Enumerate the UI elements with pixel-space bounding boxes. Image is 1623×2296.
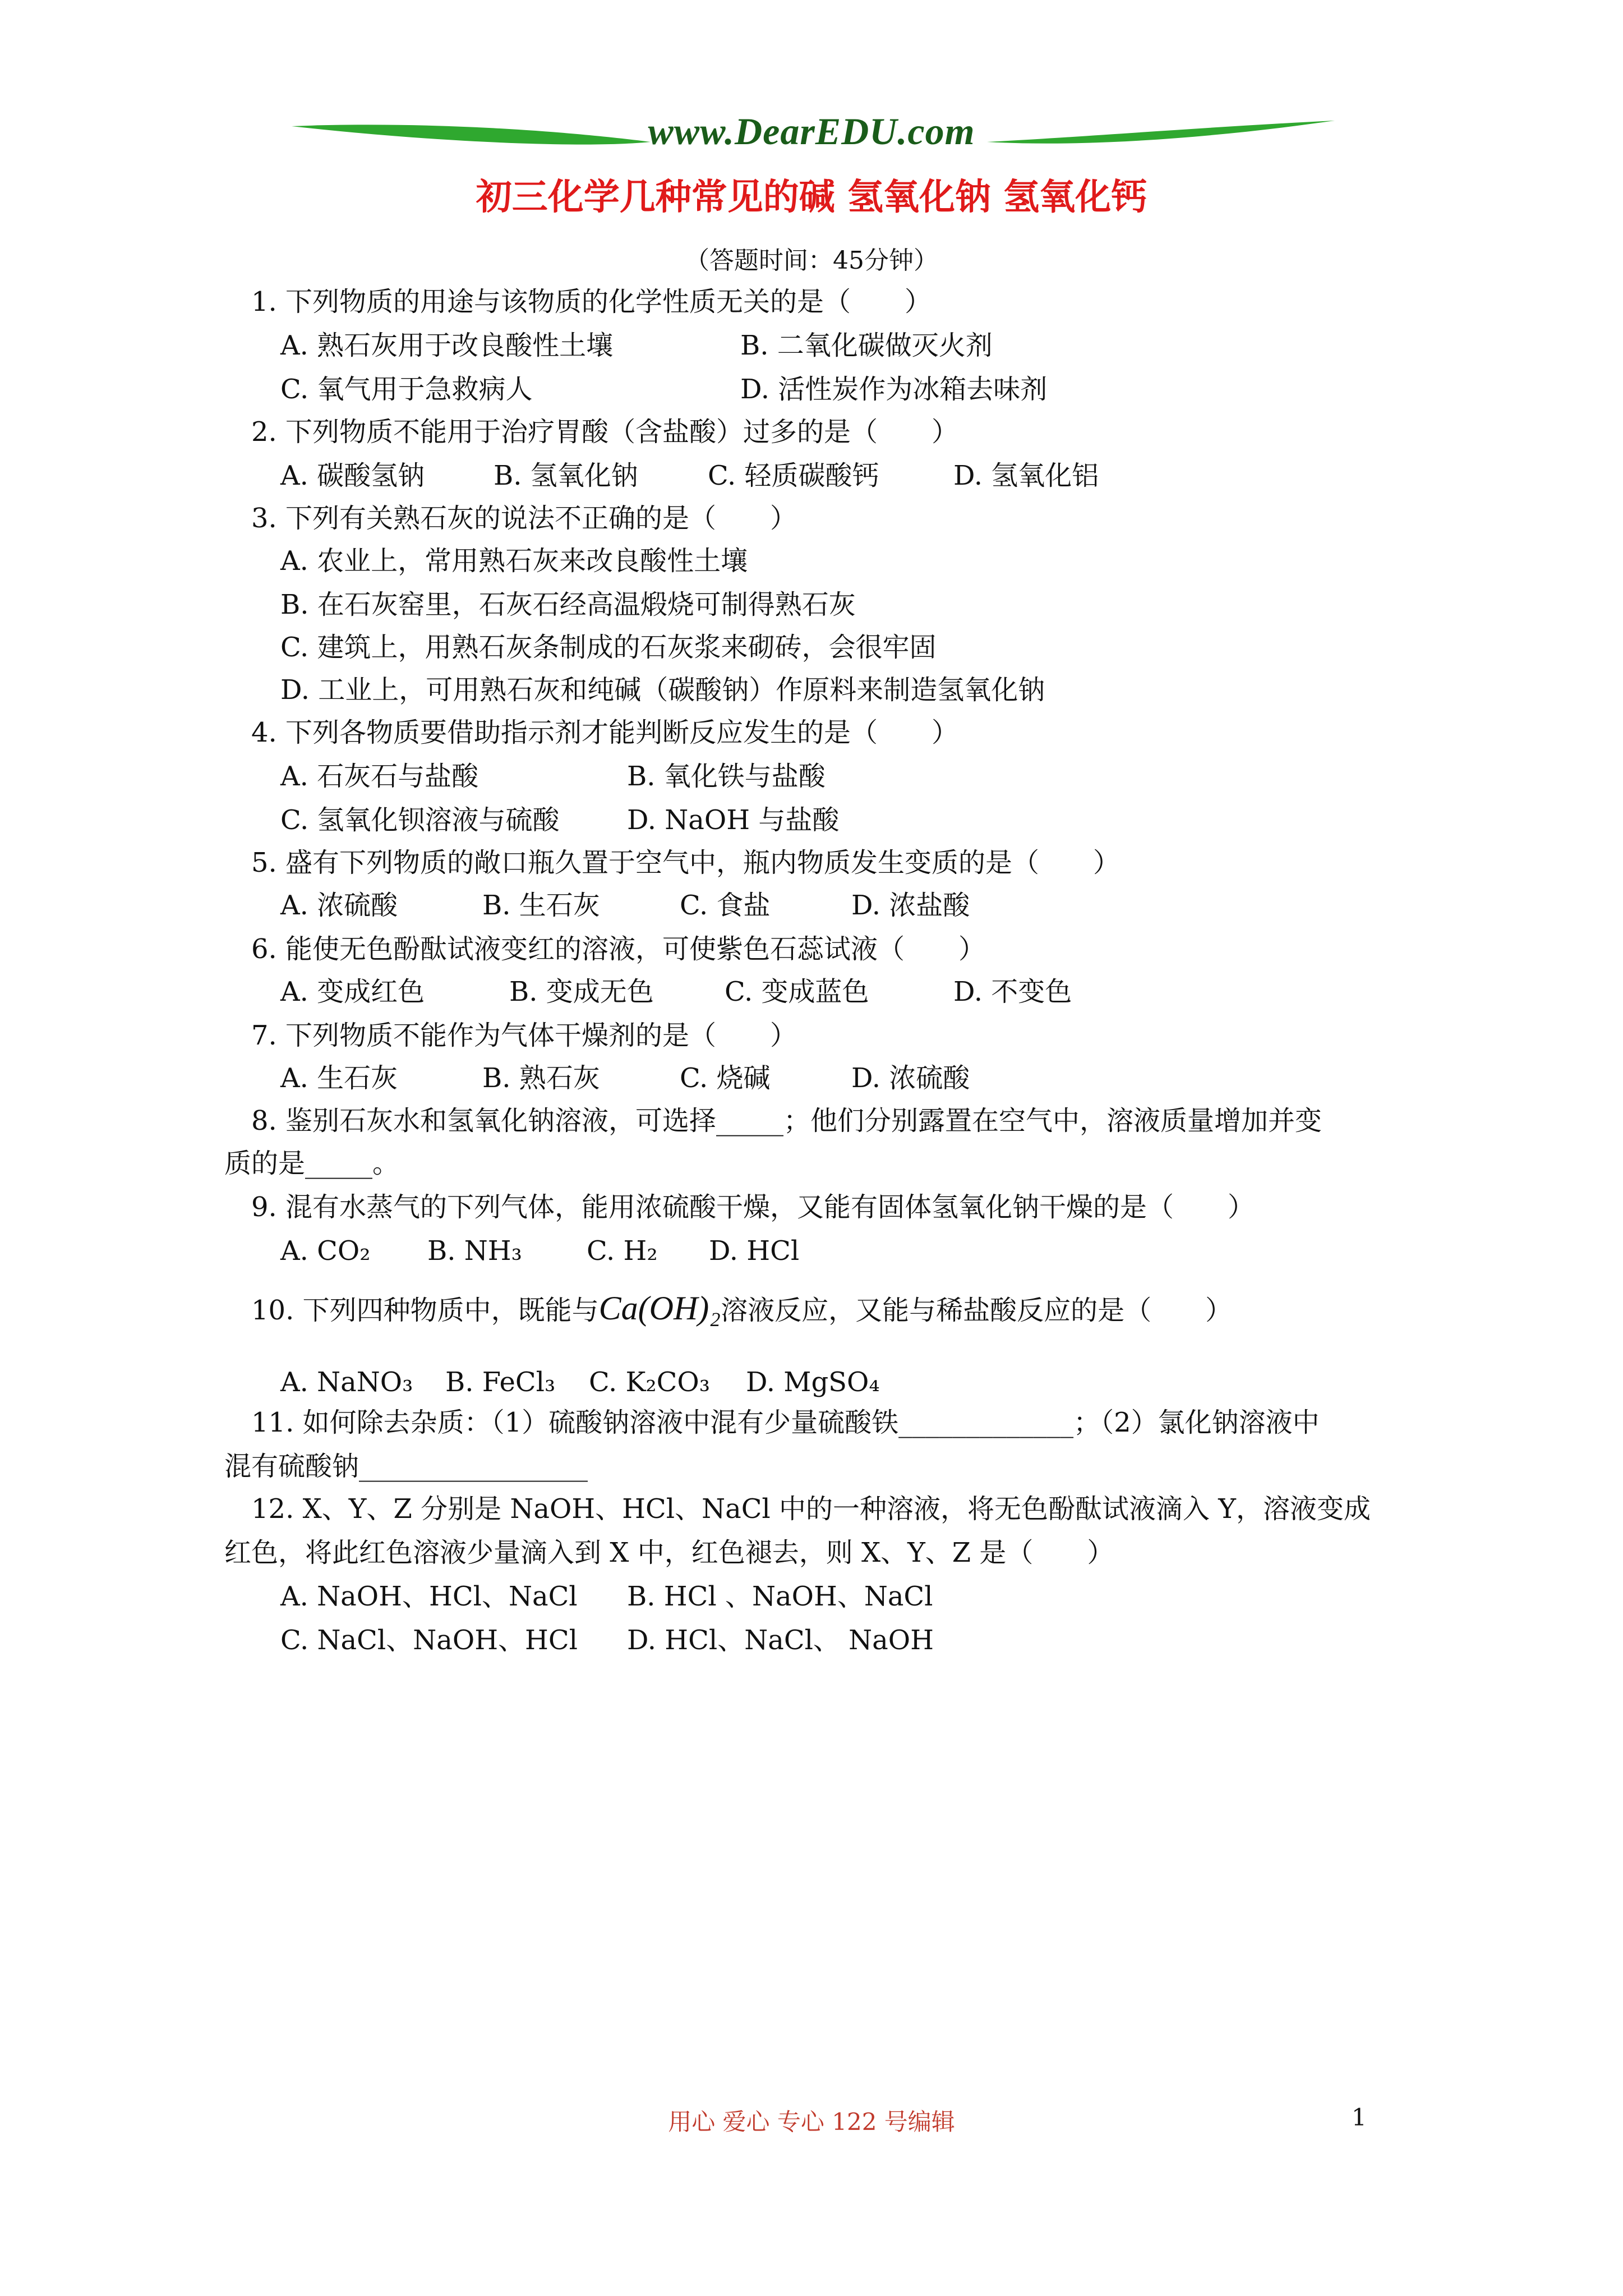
question-10-text-a: 10. 下列四种物质中，既能与 (251, 1295, 599, 1326)
question-12-continued: 红色，将此红色溶液少量滴入到 X 中，红色褪去，则 X、Y、Z 是（ ） (224, 1537, 1114, 1568)
option: A. 农业上，常用熟石灰来改良酸性土壤 (280, 545, 748, 577)
option: A. 生石灰 (280, 1062, 398, 1094)
question-9: 9. 混有水蒸气的下列气体，能用浓硫酸干燥，又能有固体氢氧化钠干燥的是（ ） (251, 1191, 1255, 1223)
question-4: 4. 下列各物质要借助指示剂才能判断反应发生的是（ ） (251, 717, 959, 748)
question-11-continued: 混有硫酸钠_________________ (224, 1451, 588, 1482)
option: A. 浓硫酸 (280, 890, 398, 921)
option: B. NH₃ (427, 1235, 522, 1267)
option: D. HCl (709, 1235, 800, 1267)
option: D. MgSO₄ (746, 1366, 880, 1398)
option: B. 氧化铁与盐酸 (627, 761, 826, 792)
question-11: 11. 如何除去杂质：（1）硫酸钠溶液中混有少量硫酸铁_____________；（2）氯化钠溶液中 (251, 1407, 1320, 1438)
option: C. 氢氧化钡溶液与硫酸 (280, 804, 560, 836)
option: A. CO₂ (280, 1235, 371, 1267)
question-3: 3. 下列有关熟石灰的说法不正确的是（ ） (251, 503, 797, 534)
option: D. HCl、NaCl、 NaOH (627, 1625, 934, 1656)
option: B. 变成无色 (509, 976, 654, 1007)
question-1: 1. 下列物质的用途与该物质的化学性质无关的是（ ） (251, 286, 932, 318)
option: D. 工业上，可用熟石灰和纯碱（碳酸钠）作原料来制造氢氧化钠 (280, 674, 1045, 706)
question-2: 2. 下列物质不能用于治疗胃酸（含盐酸）过多的是（ ） (251, 416, 959, 448)
option: B. FeCl₃ (445, 1366, 556, 1398)
option: A. NaOH、HCl、NaCl (280, 1581, 578, 1612)
option: A. NaNO₃ (280, 1366, 413, 1398)
site-logo-text: www.DearEDU.com (648, 110, 975, 153)
option: A. 石灰石与盐酸 (280, 761, 479, 792)
option: C. 建筑上，用熟石灰条制成的石灰浆来砌砖，会很牢固 (280, 632, 937, 663)
question-7: 7. 下列物质不能作为气体干燥剂的是（ ） (251, 1020, 797, 1051)
option: C. 轻质碳酸钙 (708, 460, 879, 491)
option: C. H₂ (587, 1235, 658, 1267)
page-title: 初三化学几种常见的碱 氢氧化钠 氢氧化钙 (476, 176, 1147, 218)
option: D. 活性炭作为冰箱去味剂 (740, 374, 1048, 405)
question-8: 8. 鉴别石灰水和氢氧化钠溶液，可选择_____；他们分别露置在空气中，溶液质量增加并变 (251, 1105, 1322, 1137)
option: B. 熟石灰 (482, 1062, 600, 1094)
question-5: 5. 盛有下列物质的敞口瓶久置于空气中，瓶内物质发生变质的是（ ） (251, 847, 1121, 878)
question-12: 12. X、Y、Z 分别是 NaOH、HCl、NaCl 中的一种溶液，将无色酚酞试液滴入 Y，溶液变成 (251, 1493, 1371, 1525)
option: C. 氧气用于急救病人 (280, 374, 533, 405)
option: D. NaOH 与盐酸 (627, 804, 840, 836)
option: C. 食盐 (680, 890, 771, 921)
question-10-text-b: 溶液反应，又能与稀盐酸反应的是（ ） (721, 1295, 1233, 1326)
option: D. 氢氧化铝 (953, 460, 1099, 491)
option: C. 烧碱 (680, 1062, 771, 1094)
option: B. 在石灰窑里，石灰石经高温煅烧可制得熟石灰 (280, 589, 856, 620)
question-6: 6. 能使无色酚酞试液变红的溶液，可使紫色石蕊试液（ ） (251, 933, 986, 965)
page-number: 1 (1352, 2104, 1367, 2131)
option: C. NaCl、NaOH、HCl (280, 1625, 578, 1656)
option: A. 碳酸氢钠 (280, 460, 425, 491)
option: C. 变成蓝色 (725, 976, 869, 1007)
option: D. 不变色 (953, 976, 1072, 1007)
page-subtitle: （答题时间：45分钟） (685, 246, 938, 275)
option: D. 浓盐酸 (851, 890, 970, 921)
option: C. K₂CO₃ (589, 1366, 710, 1398)
option: A. 熟石灰用于改良酸性土壤 (280, 330, 614, 361)
option: D. 浓硫酸 (851, 1062, 970, 1094)
formula-calcium-hydroxide: Ca(OH)₂ (598, 1290, 721, 1327)
option: B. 氢氧化钠 (494, 460, 638, 491)
option: B. HCl 、NaOH、NaCl (627, 1581, 933, 1612)
question-8-continued: 质的是_____。 (224, 1148, 400, 1179)
option: B. 二氧化碳做灭火剂 (740, 330, 993, 361)
page-footer: 用心 爱心 专心 122 号编辑 (668, 2108, 955, 2136)
option: A. 变成红色 (280, 976, 425, 1007)
option: B. 生石灰 (482, 890, 600, 921)
question-10 (251, 1291, 1232, 1327)
